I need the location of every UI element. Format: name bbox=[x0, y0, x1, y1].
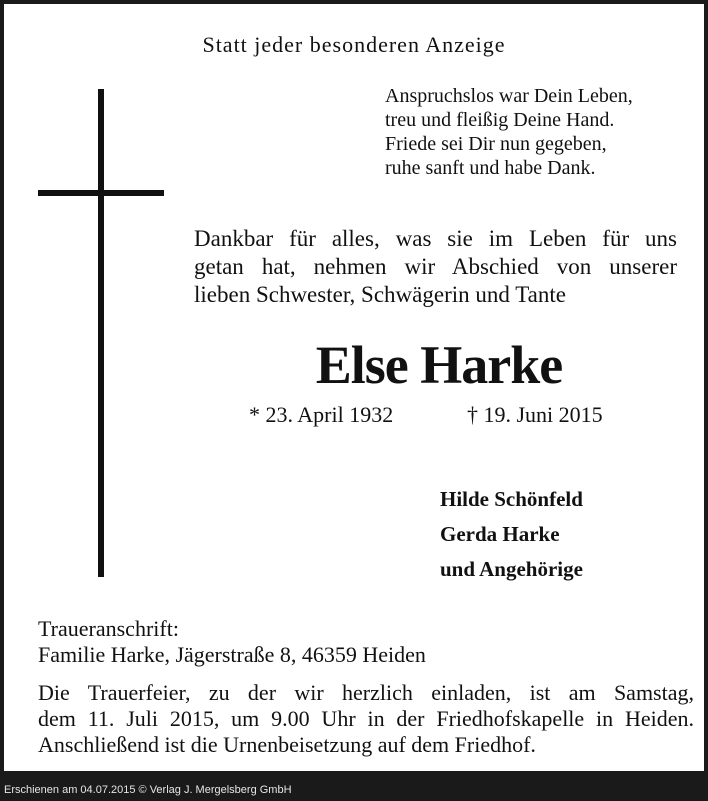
mourning-address bbox=[38, 616, 426, 668]
mourner-name: Hilde Schönfeld bbox=[440, 487, 583, 511]
intro-line: Dankbar für alles, was sie im Leben für uns bbox=[194, 226, 677, 251]
cross-icon-bar bbox=[38, 190, 164, 196]
address-label: Traueranschrift: bbox=[38, 616, 179, 641]
memorial-verse bbox=[385, 84, 633, 180]
verse-line: ruhe sanft und habe Dank. bbox=[385, 157, 596, 179]
deceased-name: Else Harke bbox=[315, 335, 563, 395]
verse-line: Anspruchslos war Dein Leben, bbox=[385, 85, 633, 107]
verse-line: treu und fleißig Deine Hand. bbox=[385, 109, 615, 131]
intro-line: lieben Schwester, Schwägerin und Tante bbox=[194, 282, 566, 307]
mourner-name: Gerda Harke bbox=[440, 522, 560, 546]
death-date: † 19. Juni 2015 bbox=[467, 402, 603, 427]
birth-date: * 23. April 1932 bbox=[249, 402, 394, 427]
address-line: Familie Harke, Jägerstraße 8, 46359 Heiden bbox=[38, 642, 426, 667]
ceremony-line: dem 11. Juli 2015, um 9.00 Uhr in der Friedhofskapelle in Heiden. bbox=[38, 706, 694, 731]
ceremony-line: Die Trauerfeier, zu der wir herzlich einladen, ist am Samstag, bbox=[38, 680, 694, 705]
mourners-list bbox=[440, 482, 583, 587]
publication-footer: Erschienen am 04.07.2015 © Verlag J. Mergelsberg GmbH bbox=[4, 784, 292, 796]
cross-icon bbox=[98, 89, 104, 577]
notice-header: Statt jeder besonderen Anzeige bbox=[202, 32, 506, 57]
intro-line: getan hat, nehmen wir Abschied von unserer bbox=[194, 254, 677, 279]
ceremony-text bbox=[38, 680, 694, 758]
ceremony-line: Anschließend ist die Urnenbeisetzung auf dem Friedhof. bbox=[38, 732, 536, 757]
verse-line: Friede sei Dir nun gegeben, bbox=[385, 133, 607, 155]
mourner-name: und Angehörige bbox=[440, 557, 583, 581]
intro-text bbox=[194, 225, 677, 309]
